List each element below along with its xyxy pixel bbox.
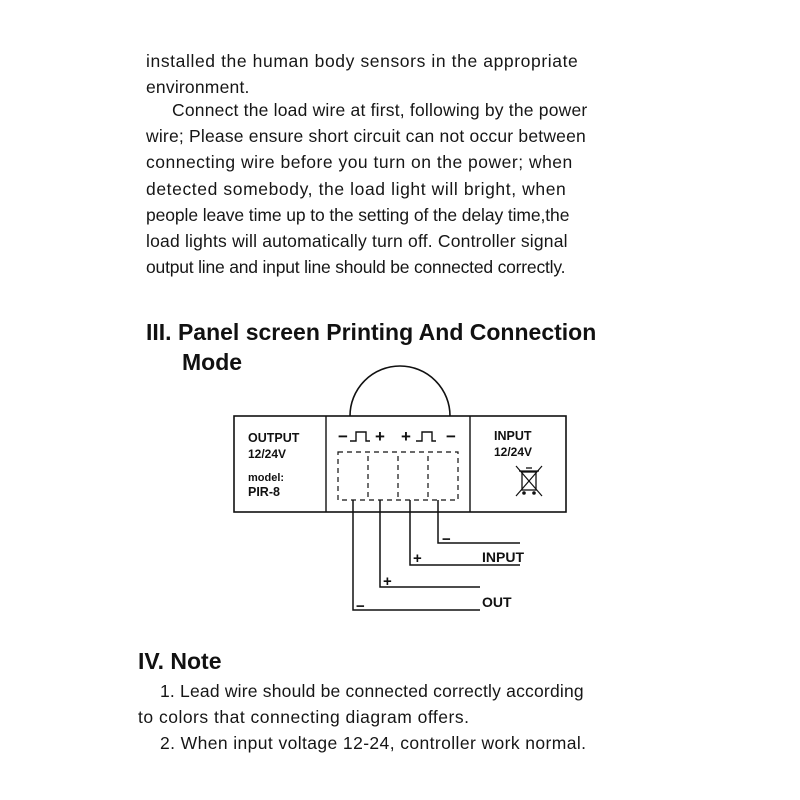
notes-list <box>138 678 678 756</box>
connection-diagram-svg <box>220 360 580 620</box>
section-3-heading-line-1: III. Panel screen Printing And Connection <box>146 319 597 345</box>
intro-line-1: installed the human body sensors in the appropriate <box>146 51 579 71</box>
recycle-bin-crossed-icon <box>516 466 542 496</box>
note-2: 2. When input voltage 12-24, controller work normal. <box>160 733 587 753</box>
input-wire-label: INPUT <box>482 549 524 565</box>
output-voltage: 12/24V <box>248 447 287 461</box>
section-3-heading-line-2: Mode <box>182 349 243 375</box>
model-label: model: <box>248 472 285 484</box>
terminal-sign-1: − <box>338 427 348 446</box>
wire-sign-input-minus: − <box>442 531 451 548</box>
connect-line-6: load lights will automatically turn off. Controller signal <box>146 231 568 252</box>
terminal-sign-4: − <box>446 427 456 446</box>
terminal-sign-3: + <box>401 427 411 446</box>
wire-sign-out-minus: − <box>356 598 365 615</box>
connection-diagram <box>220 360 580 620</box>
out-wire-label: OUT <box>482 594 512 610</box>
terminal-tab-2 <box>416 432 436 441</box>
intro-paragraph <box>146 48 666 100</box>
connect-line-1: Connect the load wire at first, following by the power <box>172 100 588 120</box>
terminal-tab-1 <box>350 432 370 441</box>
output-label: OUTPUT <box>248 431 300 445</box>
section-4-heading: IV. Note <box>138 648 222 674</box>
connect-paragraph <box>146 97 666 280</box>
wire-sign-input-plus: + <box>413 550 422 567</box>
connect-line-7: output line and input line should be connected correctly. <box>146 257 566 278</box>
wire-sign-out-plus: + <box>383 573 392 590</box>
connect-line-3: connecting wire before you turn on the power; when <box>146 152 573 173</box>
intro-line-2: environment. <box>146 77 250 98</box>
note-1-line-2: to colors that connecting diagram offers. <box>138 707 470 727</box>
model-value: PIR-8 <box>248 485 280 499</box>
connect-line-2: wire; Please ensure short circuit can not occur between <box>146 126 586 147</box>
note-1-line-1: 1. Lead wire should be connected correctly according <box>160 681 584 701</box>
sensor-dome <box>350 366 450 416</box>
input-label: INPUT <box>494 429 532 443</box>
terminal-sign-2: + <box>375 427 385 446</box>
connect-line-5: people leave time up to the setting of the delay time,the <box>146 204 570 225</box>
input-voltage: 12/24V <box>494 445 533 459</box>
connect-line-4: detected somebody, the load light will bright, when <box>146 178 567 199</box>
